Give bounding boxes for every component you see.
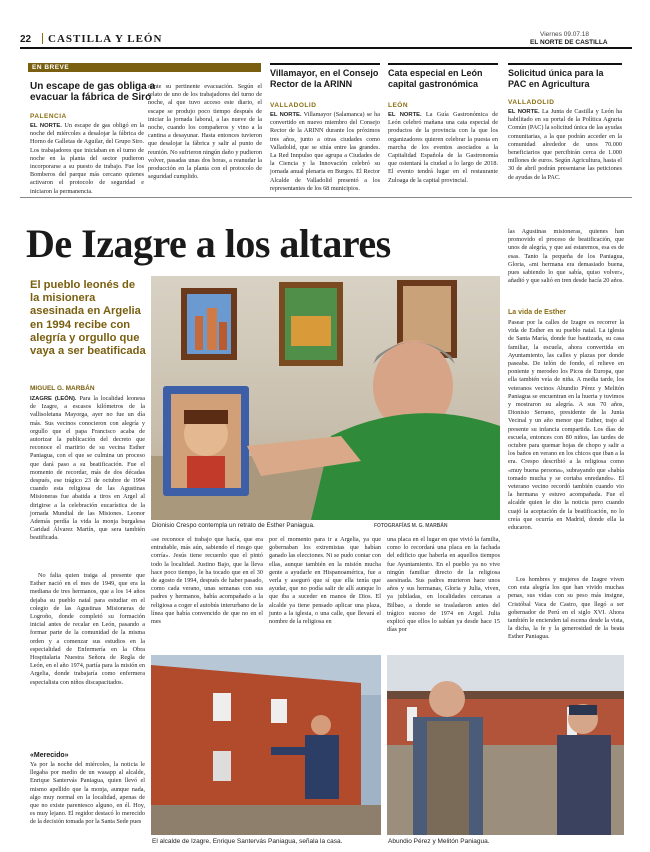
brief2-location: VALLADOLID — [270, 102, 317, 109]
article-col1-b: No falta quien traiga al presente que Esther nació en el mes de 1949, que era la mediana de tres hermanos, que a los 14 años dejaba su pueblo natal para estudiar en el colegio de las Agustinas Misioneras de Logroño, donde completó su formación inicial antes de recalar en León, pasando a formar parte de la comunidad de la misma orden y a comenzar sus estudios en la especialidad de Enfermería en la Obra Hospitalaria Nuestra Señora de Regla de León, en el año 1974, partía para la misión en Argelia, donde trabajaría como enfermera especialista con niños discapacitados. — [30, 572, 145, 686]
brief2-title: Villamayor, en el Consejo Rector de la ARINN — [270, 68, 379, 89]
article-deck: El pueblo leonés de la misionera asesinada en Argelia en 1994 recibe con alegría y orgullo que vaya a ser beatificada — [30, 279, 146, 358]
brief-text-left: EL NORTE. Un escape de gas obligó en la noche del miércoles a desalojar la fábrica de Horno de Galletas de Aguilar, del Grupo Siro. Los trabajadores que iniciaban en el turno de noche en la planta del sector pudieron incorporarse a su puesto de trabajo. Fue los Bomberos del parque más cercano quienes activaron el protocolo de seguridad e iniciaron la permanencia. — [30, 122, 144, 195]
main-photo-illustration — [151, 276, 500, 520]
brief3-text: EL NORTE. La Guía Gastronómica de León celebró mañana una cata especial de productos de la provincia con la que los organizadores quieren celebrar la puesta en marcha de los eventos asociados a la Capitalidad Española de la Gastronomía que ostentará la ciudad a lo largo de 2018. El evento tendrá lugar en el restaurante Zuloaga de la capital provincial. — [388, 111, 498, 184]
brief2-text: EL NORTE. Villamayor (Salamanca) se ha convertido en nuevo miembro del Consejo Rector de la ARINN durante los próximos tres años, junto a otras ciudades como Valladolid, que se sitúa entre las grandes. La Red Innpulso que agrupa a Ciudades de la Ciencia y la Innovación celebró su jornada anual plenaria en Burgos. El Rector Alcalde de Valladolid presentó a los representantes de los 68 municipios. — [270, 111, 380, 192]
header-divider — [42, 33, 43, 44]
brief2-top-rule — [270, 63, 380, 65]
subhead-vida-esther: La vida de Esther — [508, 309, 566, 316]
brief4-top-rule — [508, 63, 622, 65]
main-photo-credit: FOTOGRAFÍAS M. G. MARBÁN — [374, 523, 448, 529]
header-paper: EL NORTE DE CASTILLA — [530, 39, 608, 46]
article-col1-c: Ya por la noche del miércoles, la noticia le llegaba por medio de un wasapp al alcalde, Enrique Santervás Paniagua, quien llevó el mismo apellido que la monja, aunque nada, algo muy normal en la localidad, apenas de que no existe parentesco alguno, en él. Hoy, es muy lejano. El regidor destacó lo merecido de la decisión tomada por la Santa Sede pues — [30, 761, 145, 826]
bottom-left-illustration — [151, 655, 381, 835]
header-rule — [20, 47, 632, 49]
bottom-right-photo — [387, 655, 624, 835]
brief-title: Un escape de gas obliga a evacuar la fábrica de Siro — [30, 81, 156, 103]
article-headline: De Izagre a los altares — [26, 221, 391, 266]
main-photo — [151, 276, 500, 520]
bottom-left-caption: El alcalde de Izagre, Enrique Santervás Paniagua, señala la casa. — [152, 838, 343, 845]
brief4-location: VALLADOLID — [508, 99, 555, 106]
article-col4: una placa en el lugar en que vivió la familia, como lo recordará una placa en la fachada del edificio que haberla en aquellos tiempos fue Ayuntamiento. En el pueblo ya no vive ningún familiar directo de la religiosa asesinada. Sus padres murieron hace unos años y sus hermanas, Gloria y Julia, viven, ya jubiladas, en localidades cercanas a Bilbao, a donde se trasladaron antes del trágico suceso de 1974 en Argel. Julia explicó que ellos lo sabían ya desde hace 15 días por — [387, 536, 500, 634]
article-col1: IZAGRE (LEÓN). Para la localidad leonesa de Izagre, a escasos kilómetros de la vallisoletana Mayorga, ayer no fue un día más. Sus vecinos conocieron con alegría y orgullo que el papa Francisco acaba de autorizar la publicación del decreto que reconoce el martirio de su vecina Esther Paniagua, con el que se culmina un proceso que dará paso a su beatificación. Fue el momento de recordar, más de dos décadas después, ese trágico 23 de octubre de 1994 cuando esta religiosa de las Agustinas Misioneras fue abatida a tiros en Argel al dirigirse a la celebración eucarística de la jornada Mundial de las Misiones. Leonor Además perdía la vida la monja burgalesa Caridad Álvarez Martín, que sera también beatificada. — [30, 395, 145, 542]
brief4-title: Solicitud única para la PAC en Agricultura — [508, 68, 604, 89]
brief-byline: EL NORTE. — [30, 123, 62, 129]
subhead-merecido: «Merecido» — [30, 752, 69, 759]
article-right-3: Los hombres y mujeres de Izagre viven con esta alegría los que han vivido muchas penas, sus vidas con su peso más insigne, Cristóbal Vaca de Castro, que llegó a ser gobernador de Perú en el siglo XVI. Ahora también le encienden tal escena desde la vista, la dicha, la fe y la generosidad de la beata Esther Paniagua. — [508, 576, 624, 641]
brief3-top-rule — [388, 63, 498, 65]
article-right-1: las Agustinas misioneras, quienes han promovido el proceso de beatificación, que unos de alegría, y que así estaremos, esa es de esas. Tanto la pequeña de los Paniagua, Gloria, «mi hermana era demasiado buena, pues sabiendo lo que sabía, quiso volver», añadió y que salió en tren desde hacía 20 años. — [508, 228, 624, 285]
article-right-2: Pasear por la calles de Izagre es recorrer la vida de Esther en su pueblo natal. La iglesia de Santa María, donde fue bautizada, su casa familiar, la escuela, ahora convertida en Ayuntamiento, las calles y plazas por donde paseaba. De telón de fondo, el relieve en poniente y merodeo los Picos de Europa, que ella también veía de niña. A media tarde, los veteranos vecinos Abundio Pérez y Melitón Paniagua se encuentran en la huerta y tuvimos y mostraron su alegría. A sus 70 años, Dionisio Serrano, presidente de la Junta Vecinal y un año menor que Esther, trajo al presente su infancia compartida. Los días de escuela, entonces con 80 niños, las tardes de octubre para quemar hojas de chopo y salir a los baños en verano en los chicos que iban a la era. Crespo describió a la religiosa como «muy buena persona», subrayando que «había tomado mucha y se cortaba enredando». El veterano vecino recordó también cuando vio la hermana y estuvo acompañada. Fue el alcalde quien le dio la noticia pero cuando cuajó la aceptación de la beatificación, no lo creía que ocurría en Madrid, donde ella la educaron. — [508, 319, 624, 532]
briefs-bottom-rule — [20, 197, 632, 198]
brief-text-right: nente su pertinente evacuación. Según el relato de uno de los trabajadores del turno de noche, al que tuvo acceso este diario, el escape se produjo poco tiempo después de iniciar la jornada laboral, a las nueve de la noche, cuando los compañeros y vino a la cantina a desayunar. Hasta entonces tuvieron que desalojar la fábrica y salir al punto de reunión. No sufrieron ningún daño y pudieron volver, pasadas unas dos horas, a reanudar la producción en la planta con el protocolo de seguridad cumplido. — [148, 83, 262, 181]
brief4-text: EL NORTE. La Junta de Castilla y León ha habilitado en su portal de la Política Agraria Común (PAC) la solicitud única de las ayudas comunitarias, a la que podrán acceder en la comunidad alrededor de unos 70.000 beneficiarios que percibirán cerca de 1.000 millones de euros. Según Agricultura, hasta el 30 de abril podrán presentarse las peticiones de ayudas de la PAC. — [508, 108, 622, 181]
brief-tag: EN BREVE — [28, 63, 261, 72]
brief-location: PALENCIA — [30, 113, 67, 120]
main-photo-caption: Dionisio Crespo contempla un retrato de Esther Paniagua. — [152, 522, 315, 529]
section-title: CASTILLA Y LEÓN — [48, 33, 163, 45]
header-date: Viernes 09.07.18 — [540, 31, 590, 38]
page-number: 22 — [20, 34, 32, 45]
article-author: MIGUEL G. MARBÁN — [30, 385, 95, 392]
brief3-location: LEÓN — [388, 102, 409, 109]
article-col2: «se reconoce el trabajo que hacía, que era entrañable, más aún, sabiendo el riesgo que corría». Jesús tiene recuerdo que el pintó todo la localidad. Justino Bajo, que la lleva hace poco tiempo, le ha tocado que en el 30 de agosto de 1994, después de haber pasado, como cada verano, unas semanas con sus padres y hermanos, había acompañado a la religiosa a coger el autobús interurbano de la línea que había convencido de que no en el mes — [151, 536, 263, 626]
article-col3: por el momento para ir a Argelia, ya que gobernaban los extremistas que habían ganado las elecciones. Ni se pudo contar con ellas, aunque también en la misión mucha gente a ayudarle en Hispanoamérica, fue a verla y aseguró que sí que ella tenía que ayudar, que no podía salir de allí aunque lo que iba a suceder en manos de Dios. El alcalde ya tiene pensado aplicar una plaza, junto a la iglesia, o una calle, que llevará el nombre de la religiosa en — [269, 536, 381, 626]
brief3-title: Cata especial en León capital gastronómica — [388, 68, 483, 89]
bottom-right-illustration — [387, 655, 624, 835]
bottom-left-photo — [151, 655, 381, 835]
bottom-right-caption: Abundio Pérez y Melitón Paniagua. — [388, 838, 490, 845]
